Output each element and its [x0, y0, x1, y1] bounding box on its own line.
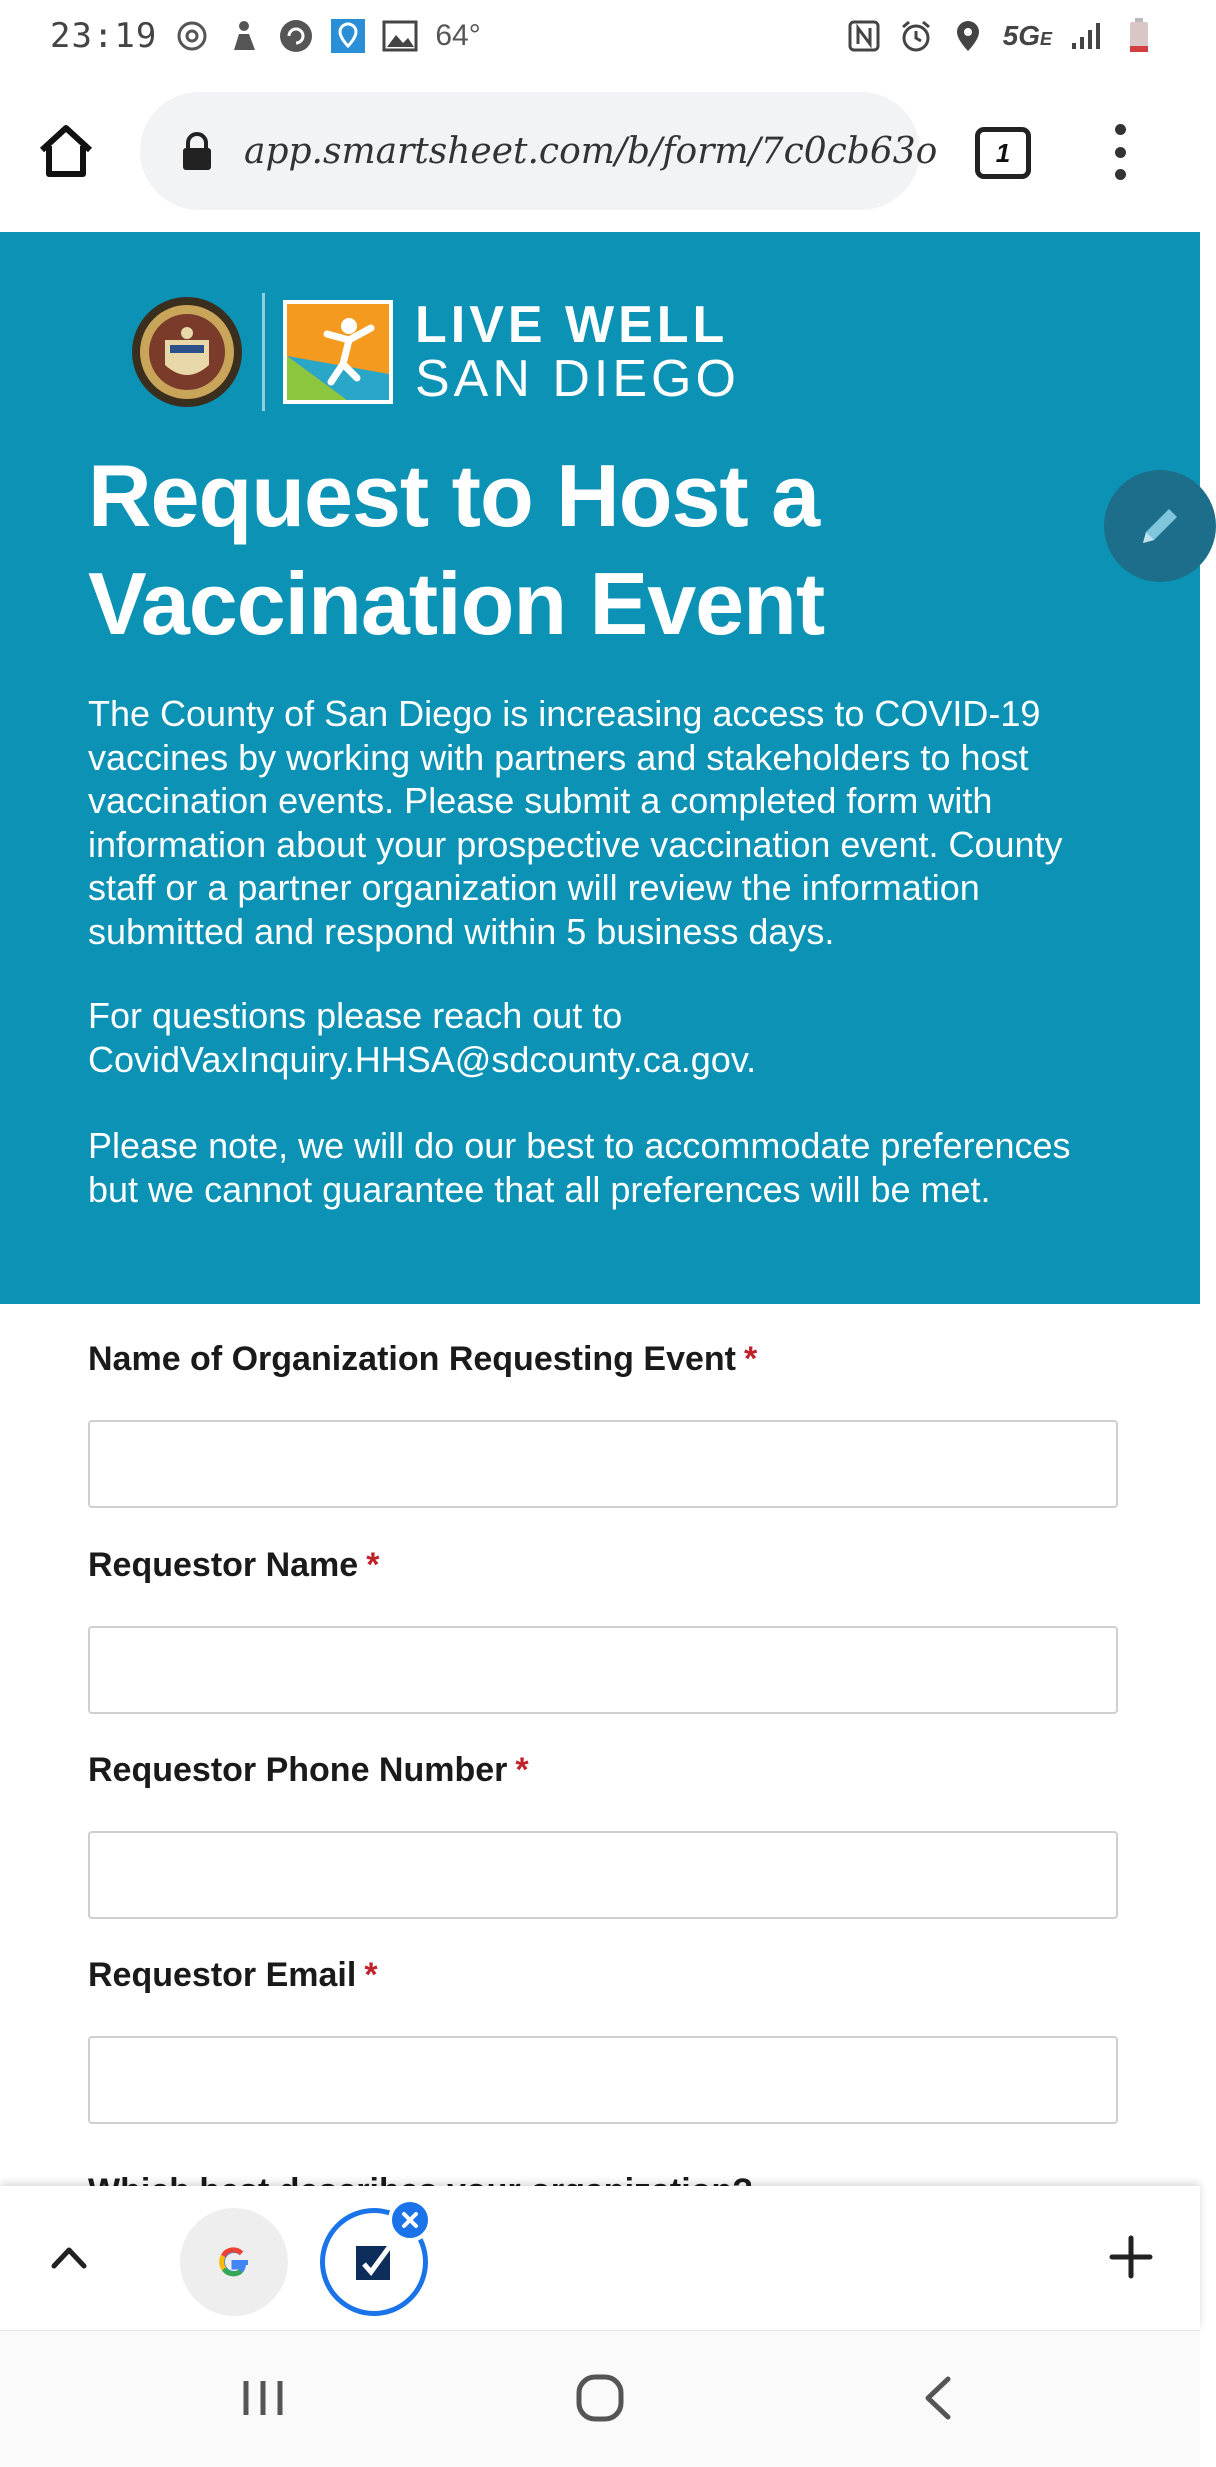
network-label: 5G	[1002, 20, 1040, 51]
requestor-phone-input[interactable]	[88, 1831, 1118, 1919]
required-marker: *	[743, 1340, 758, 1378]
next-field-label-partial	[88, 2172, 753, 2186]
field-label	[88, 1340, 1118, 1379]
nfc-icon	[847, 19, 881, 53]
overflow-menu-button[interactable]	[1100, 120, 1140, 184]
battery-icon	[1122, 19, 1156, 53]
field-label-text: Name of Organization Requesting Event	[88, 1340, 736, 1378]
network-type	[1003, 20, 1052, 52]
required-marker: *	[366, 1546, 380, 1584]
field-label-text: Requestor Name	[88, 1546, 359, 1584]
fitness-icon	[227, 19, 261, 53]
recents-icon	[238, 2373, 288, 2423]
close-tab-button[interactable]	[388, 2198, 432, 2242]
field-label-text: Requestor Email	[88, 1956, 357, 1994]
logo-line-2: SAN DIEGO	[415, 350, 740, 408]
back-icon	[918, 2373, 958, 2423]
menu-dot-icon	[1115, 124, 1126, 135]
browser-toolbar	[0, 72, 1200, 232]
home-circle-icon	[575, 2373, 625, 2423]
alarm-icon	[899, 19, 933, 53]
back-button[interactable]	[918, 2373, 958, 2423]
field-requestor-phone	[88, 1751, 1118, 1790]
field-requestor-name	[88, 1546, 1118, 1585]
live-well-logo-icon	[283, 300, 393, 404]
contact-paragraph: For questions please reach out to CovidVaxInquiry.HHSA@sdcounty.ca.gov.	[88, 995, 757, 1080]
required-marker: *	[515, 1751, 529, 1789]
system-nav-bar	[0, 2330, 1200, 2467]
menu-dot-icon	[1115, 147, 1126, 158]
address-bar[interactable]	[140, 92, 938, 210]
field-label	[88, 1546, 1118, 1585]
url-text: app.smartsheet.com/b/form/7c0cb63o	[244, 130, 938, 172]
pencil-icon	[1135, 501, 1185, 551]
home-button[interactable]	[36, 122, 106, 182]
tab-google[interactable]	[180, 2208, 288, 2316]
menu-dot-icon	[1115, 169, 1126, 180]
logo-divider	[262, 293, 265, 411]
field-label	[88, 1956, 1118, 1995]
location-icon	[951, 19, 985, 53]
form-header	[0, 232, 1200, 1304]
app-icon	[279, 19, 313, 53]
signal-icon	[1070, 19, 1104, 53]
sync-icon	[175, 19, 209, 53]
required-marker: *	[364, 1956, 378, 1994]
page-title: Request to Host a Vaccination Event	[88, 446, 825, 653]
close-icon	[399, 2209, 421, 2231]
field-requestor-email	[88, 1956, 1118, 1995]
system-home-button[interactable]	[575, 2373, 625, 2423]
field-label-text: Requestor Phone Number	[88, 1751, 508, 1789]
status-right	[847, 19, 1156, 53]
organization-name-input[interactable]	[88, 1420, 1118, 1508]
edit-button[interactable]	[1104, 470, 1216, 582]
status-time: 23:19	[50, 16, 158, 56]
chevron-up-icon	[44, 2236, 94, 2276]
note-paragraph: Please note, we will do our best to accommodate preferences but we cannot guarantee that all preferences will be met.	[88, 1125, 1071, 1210]
tab-strip	[0, 2186, 1200, 2330]
logo-line-1: LIVE WELL	[415, 296, 729, 354]
intro-paragraph: The County of San Diego is increasing access to COVID-19 vaccines by working with partners and stakeholders to host vaccination events. Please submit a completed form with information about your prospective vaccination event. County staff or a partner organization will review the information submitted and respond within 5 business days.	[88, 693, 1063, 952]
logo-row	[130, 292, 740, 412]
status-bar	[0, 0, 1200, 72]
live-well-wordmark	[415, 296, 740, 408]
network-sub: E	[1039, 29, 1052, 49]
home-icon	[36, 122, 96, 180]
status-left	[50, 16, 481, 56]
recents-button[interactable]	[238, 2373, 288, 2423]
field-label	[88, 1751, 1118, 1790]
location-app-icon	[331, 19, 365, 53]
status-temperature: 64°	[435, 19, 481, 52]
requestor-name-input[interactable]	[88, 1626, 1118, 1714]
requestor-email-input[interactable]	[88, 2036, 1118, 2124]
image-icon	[383, 19, 417, 53]
google-icon	[214, 2242, 254, 2282]
new-tab-button[interactable]	[1104, 2230, 1158, 2284]
smartsheet-icon	[352, 2240, 396, 2284]
plus-icon	[1104, 2230, 1158, 2284]
lock-icon	[180, 131, 214, 171]
field-organization-name	[88, 1340, 1118, 1379]
county-seal-icon	[130, 295, 244, 409]
expand-tabs-button[interactable]	[44, 2236, 94, 2276]
tab-switcher-button[interactable]: 1	[975, 127, 1031, 179]
